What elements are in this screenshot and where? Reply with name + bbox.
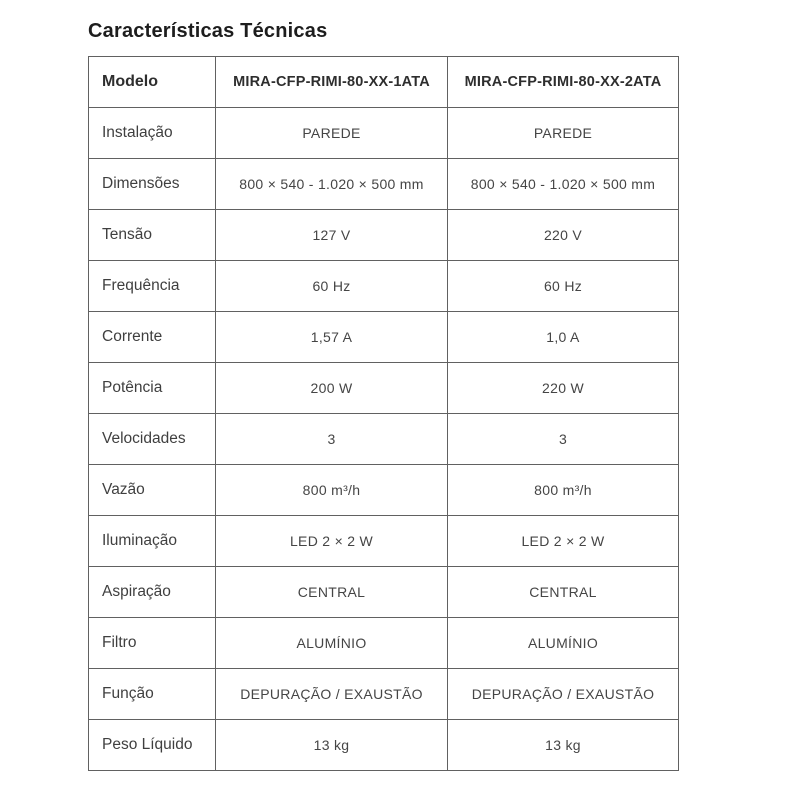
header-model-label: Modelo — [89, 57, 216, 108]
row-label: Aspiração — [89, 567, 216, 618]
cell-model1-value: 60 Hz — [216, 261, 448, 312]
cell-model2-value: 3 — [448, 414, 679, 465]
row-label: Corrente — [89, 312, 216, 363]
header-model1-name: MIRA-CFP-RIMI-80-XX-1ATA — [216, 57, 448, 108]
cell-model1-value: LED 2 × 2 W — [216, 516, 448, 567]
page-title: Características Técnicas — [88, 20, 328, 42]
table-row-tensao — [89, 210, 679, 261]
row-label: Peso Líquido — [89, 720, 216, 771]
cell-model1-value: PAREDE — [216, 108, 448, 159]
row-label: Velocidades — [89, 414, 216, 465]
cell-model2-value: 800 m³/h — [448, 465, 679, 516]
cell-model1-value: 800 m³/h — [216, 465, 448, 516]
table-row-aspiracao — [89, 567, 679, 618]
table-row-potencia — [89, 363, 679, 414]
table-row-dimensoes — [89, 159, 679, 210]
row-label: Iluminação — [89, 516, 216, 567]
header-model2-name: MIRA-CFP-RIMI-80-XX-2ATA — [448, 57, 679, 108]
row-label: Frequência — [89, 261, 216, 312]
cell-model2-value: 1,0 A — [448, 312, 679, 363]
cell-model2-value: 220 V — [448, 210, 679, 261]
table-row-frequencia — [89, 261, 679, 312]
table-row-vazao — [89, 465, 679, 516]
cell-model1-value: 3 — [216, 414, 448, 465]
cell-model1-value: 800 × 540 - 1.020 × 500 mm — [216, 159, 448, 210]
cell-model1-value: 13 kg — [216, 720, 448, 771]
cell-model2-value: ALUMÍNIO — [448, 618, 679, 669]
table-row-filtro — [89, 618, 679, 669]
cell-model2-value: CENTRAL — [448, 567, 679, 618]
cell-model1-value: DEPURAÇÃO / EXAUSTÃO — [216, 669, 448, 720]
table-header-row — [89, 57, 679, 108]
row-label: Dimensões — [89, 159, 216, 210]
table-row-instalacao — [89, 108, 679, 159]
row-label: Potência — [89, 363, 216, 414]
cell-model2-value: 13 kg — [448, 720, 679, 771]
table-row-velocidades — [89, 414, 679, 465]
row-label: Filtro — [89, 618, 216, 669]
cell-model2-value: DEPURAÇÃO / EXAUSTÃO — [448, 669, 679, 720]
row-label: Instalação — [89, 108, 216, 159]
cell-model2-value: 60 Hz — [448, 261, 679, 312]
cell-model1-value: 127 V — [216, 210, 448, 261]
cell-model2-value: 220 W — [448, 363, 679, 414]
table-row-peso-liquido — [89, 720, 679, 771]
cell-model1-value: 200 W — [216, 363, 448, 414]
row-label: Vazão — [89, 465, 216, 516]
cell-model2-value: LED 2 × 2 W — [448, 516, 679, 567]
cell-model1-value: CENTRAL — [216, 567, 448, 618]
table-row-funcao — [89, 669, 679, 720]
cell-model1-value: 1,57 A — [216, 312, 448, 363]
specs-table — [88, 56, 679, 771]
cell-model2-value: 800 × 540 - 1.020 × 500 mm — [448, 159, 679, 210]
table-row-iluminacao — [89, 516, 679, 567]
table-row-corrente — [89, 312, 679, 363]
cell-model1-value: ALUMÍNIO — [216, 618, 448, 669]
cell-model2-value: PAREDE — [448, 108, 679, 159]
row-label: Função — [89, 669, 216, 720]
row-label: Tensão — [89, 210, 216, 261]
